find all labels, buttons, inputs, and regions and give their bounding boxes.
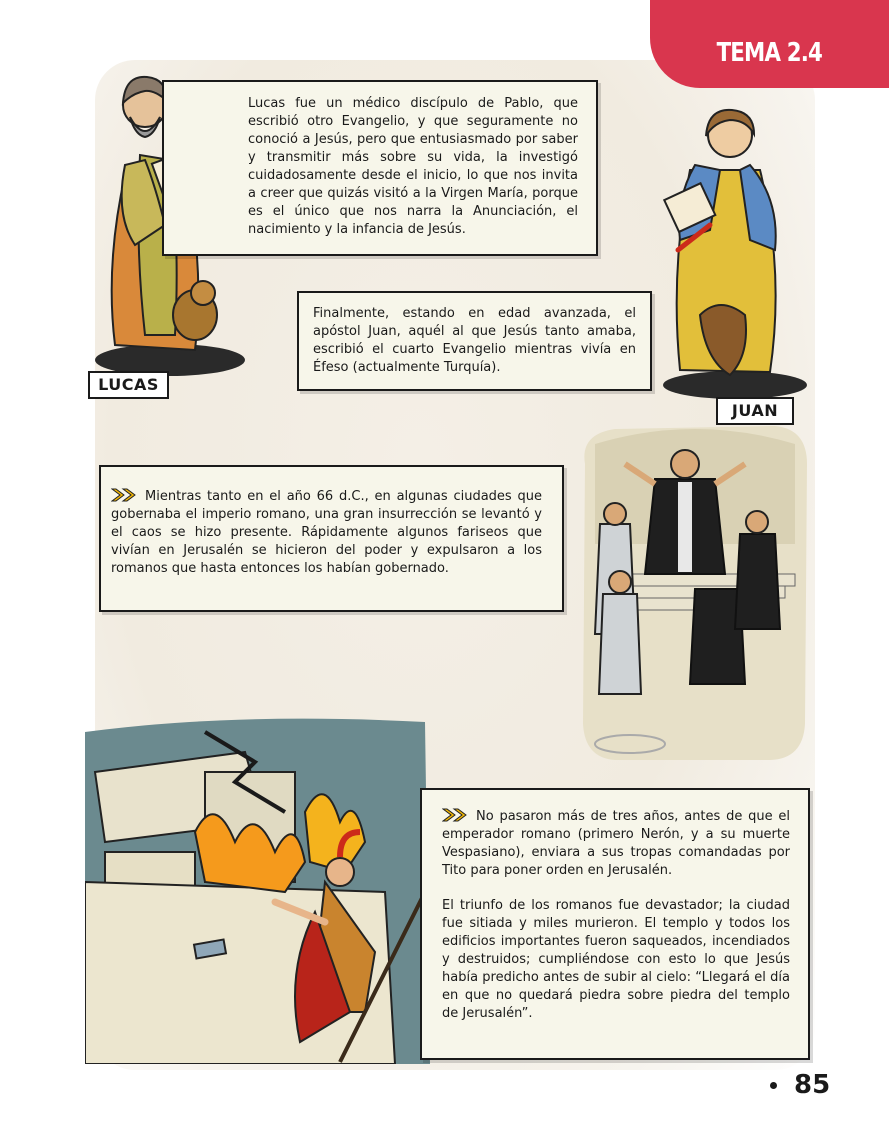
saint-john-illustration <box>650 100 810 405</box>
revolt-paragraph: Mientras tanto en el año 66 d.C., en algunas ciudades que gobernaba el imperio romano, una gran insurrección se levantó y el caos se hizo presente. Rápidamente algunos fariseos que vivían en Jerusalén se hicieron del poder y expulsaron a los romanos que hasta entonces los habían gobernado. <box>111 489 542 576</box>
titus-text-box <box>420 788 810 1060</box>
double-chevron-icon <box>442 808 470 822</box>
titus-paragraph-1: No pasaron más de tres años, antes de que el emperador romano (primero Nerón, y a su muerte Vespasiano), enviara a sus tropas comandadas por Tito para poner orden en Jerusalén. <box>442 809 790 878</box>
revolt-paragraph-wrapper <box>111 488 542 578</box>
juan-paragraph: Finalmente, estando en edad avanzada, el apóstol Juan, aquél al que Jesús tanto amaba, escribió el cuarto Evangelio mientras vivía en Éfeso (actualmente Turquía). <box>313 306 636 375</box>
bullet-dot <box>770 1082 777 1089</box>
lucas-name-label: LUCAS <box>88 371 169 399</box>
lucas-text-box <box>162 80 598 256</box>
juan-name-label: JUAN <box>716 397 794 425</box>
burning-temple-illustration <box>85 712 430 1064</box>
titus-paragraph-1-wrapper <box>442 808 790 880</box>
lucas-paragraph: Lucas fue un médico discípulo de Pablo, que escribió otro Evangelio, y que seguramente no conoció a Jesús, pero que entusiasmado por saber y transmitir más sobre su vida, la investigó cuidadosamente desde el inicio, lo que nos invita a creer que quizás visitó a la Virgen María, porque es el único que nos narra la Anunciación, el nacimiento y la infancia de Jesús. <box>248 96 578 237</box>
titus-paragraph-2: El triunfo de los romanos fue devastador; la ciudad fue sitiada y miles murieron. El templo y todos los edificios importantes fueron saqueados, incendiados y destruidos; cumpliéndose con esto lo que Jesús había predicho antes de subir al cielo: “Llegará el día en que no quedará piedra sobre piedra del templo de Jerusalén”. <box>442 898 790 1021</box>
pharisees-illustration <box>575 424 810 762</box>
page-number <box>770 1067 850 1103</box>
juan-text-box <box>297 291 652 391</box>
page-number-value: 85 <box>794 1070 831 1100</box>
revolt-text-box <box>99 465 564 612</box>
theme-tab <box>650 0 889 88</box>
theme-label: TEMA 2.4 <box>716 38 823 68</box>
double-chevron-icon <box>111 488 139 502</box>
